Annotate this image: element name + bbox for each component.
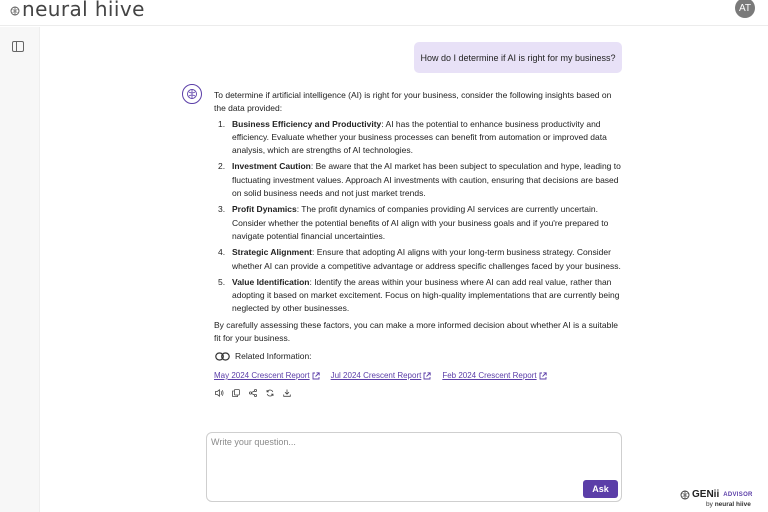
related-link-label: Jul 2024 Crescent Report [330,371,422,380]
brain-logo-icon [10,6,20,19]
user-message-text: How do I determine if AI is right for my business? [420,52,616,63]
list-item-number: 1. [218,118,226,129]
related-link-jul-2024[interactable] [331,371,432,380]
list-item-text: : Identify the areas within your business where AI can add real value, rather than adopting it based on market excitement. Focus on high-quality implementations that are currently being neglected by other businesses. [232,276,620,314]
list-item [214,276,624,316]
brand-company: neural hiive [714,501,751,508]
list-item-title: Profit Dynamics [232,204,297,215]
brand-by-text: by [706,501,713,508]
list-item-number: 2. [218,161,226,172]
speaker-icon[interactable] [215,387,232,399]
related-link-label: May 2024 Crescent Report [214,371,310,380]
related-label: Related Information: [235,351,312,361]
list-item-text: : Ensure that adopting AI aligns with your long-term business strategy. Consider whether AI can provide a competitive advantage or address specific challenges faced by your business. [232,247,621,271]
related-link-label: Feb 2024 Crescent Report [442,371,537,380]
user-message-bubble [414,42,622,73]
ask-button[interactable]: Ask [583,480,618,498]
external-link-icon [539,372,547,380]
question-input[interactable] [211,437,581,477]
list-item-number: 5. [218,276,226,287]
sidebar [0,27,40,512]
list-item [214,203,624,243]
list-item-text: : AI has the potential to enhance business productivity and efficiency. Evaluate whether your business processes can benefit from automation or improved data analysis, which are strengths of AI technologies. [232,118,607,156]
share-icon[interactable] [249,387,266,399]
answer-list [214,118,624,316]
answer-actions [215,387,300,399]
list-item-text: : Be aware that the AI market has been subject to speculation and hype, leading to fluctuating investment values. Approach AI investments with caution, ensuring that decisions are based on solid business needs and not just market trends. [232,161,621,199]
external-link-icon [423,372,431,380]
list-item-title: Investment Caution [232,161,311,172]
brand-tag: ADVISOR [723,491,753,498]
answer-intro: To determine if artificial intelligence (AI) is right for your business, consider the following insights based on the data provided: [214,90,612,114]
external-link-icon [312,372,320,380]
copy-icon[interactable] [232,387,249,399]
related-information [215,351,312,361]
refresh-icon[interactable] [266,387,283,399]
answer-conclusion: By carefully assessing these factors, you can make a more informed decision about whether AI is a suitable fit for your business. [214,319,618,344]
related-link-feb-2024[interactable] [442,371,546,380]
question-composer [206,432,622,502]
link-icon [215,352,230,361]
list-item-number: 4. [218,247,226,258]
brand-product: GENii [692,489,720,500]
list-item-title: Strategic Alignment [232,247,312,258]
logo-text: neural hiive [22,0,145,21]
related-link-may-2024[interactable] [214,371,320,380]
logo[interactable] [10,0,145,21]
list-item-text: : The profit dynamics of companies providing AI services are currently uncertain. Consider whether the potential benefits of AI align with your business goals and if you're prepared to navigate potential financial uncertainties. [232,204,609,241]
list-item [214,246,624,273]
list-item-number: 3. [218,204,226,215]
list-item [214,160,624,200]
top-bar [0,0,768,26]
brand-byline [706,501,760,508]
genii-advisor-branding [680,489,760,508]
list-item-title: Value Identification [232,276,310,287]
download-icon[interactable] [283,387,300,399]
list-item [214,118,624,158]
assistant-brain-icon [182,84,202,104]
list-item-title: Business Efficiency and Productivity [232,118,382,129]
related-links [214,371,558,380]
brain-logo-icon [680,490,690,500]
user-avatar[interactable]: AT [735,0,755,18]
assistant-answer [214,89,624,345]
sidebar-panel-icon[interactable] [12,41,24,52]
